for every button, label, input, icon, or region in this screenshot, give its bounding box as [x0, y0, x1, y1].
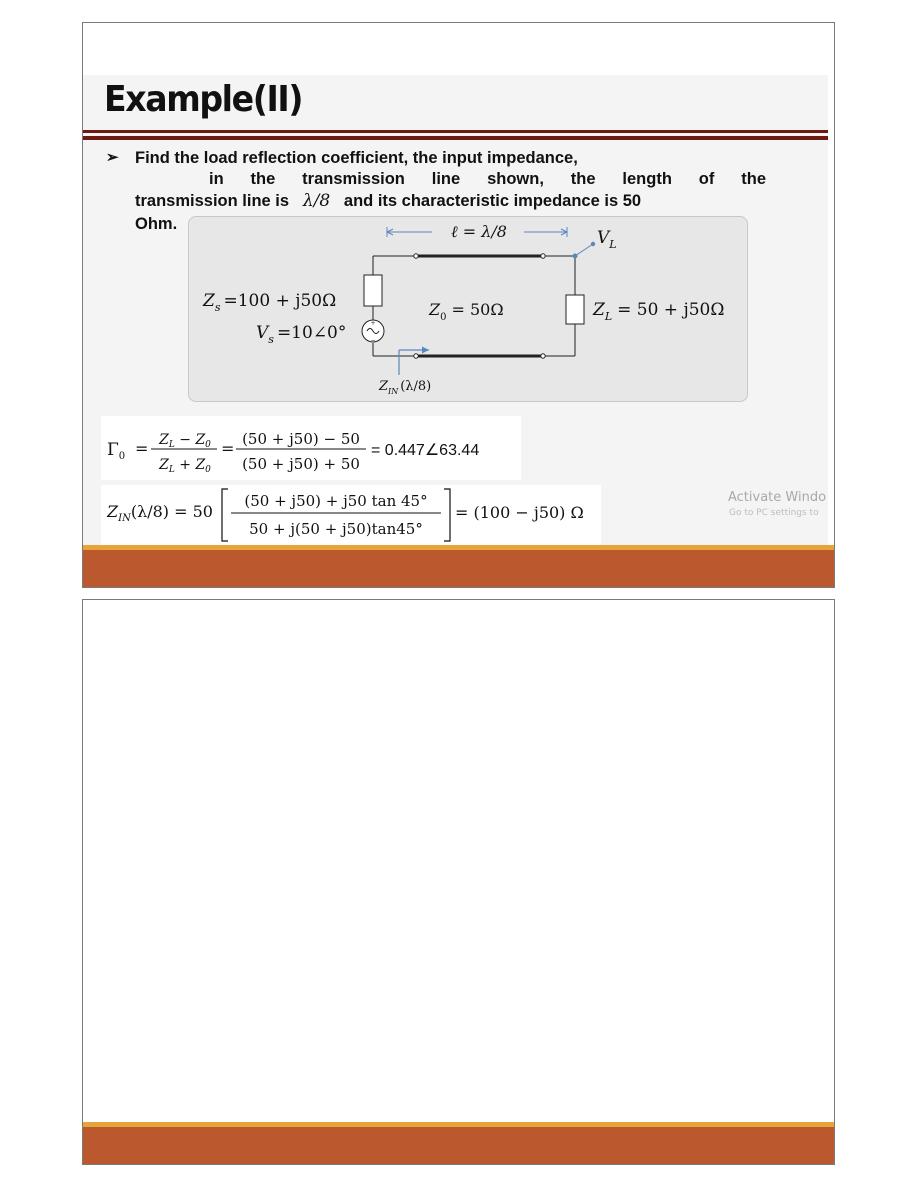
activate-windows-subtext: Go to PC settings to [729, 508, 819, 518]
node-right-bottom [541, 354, 545, 358]
zin-numerator: (50 + j50) + j50 tan 45° [244, 492, 428, 510]
slide-footer-bar [83, 1127, 835, 1165]
node-right-top [541, 254, 545, 258]
vl-probe-line [575, 244, 593, 256]
right-bracket [444, 489, 450, 541]
zs-label: $Z_s =100 + j50\Omega$ [203, 291, 337, 314]
node-left-bottom [414, 354, 418, 358]
frac2-numerator: (50 + j50) − 50 [242, 430, 360, 448]
bullet-arrow-icon: ➢ [106, 149, 119, 166]
zl-label: $Z_L = 50 + j50\Omega$ [593, 300, 725, 323]
slide-footer-bar [83, 550, 835, 588]
vl-probe-tip [591, 242, 595, 246]
gamma-symbol: $\Gamma_0$ [107, 440, 126, 462]
frac1-numerator: $Z_L - Z_0$ [159, 432, 211, 450]
input-impedance-equation [101, 483, 601, 545]
gamma-result: = 0.447∠63.44 [371, 442, 480, 459]
slide-1 [82, 22, 835, 588]
problem-line-3-start: transmission line is [135, 192, 290, 210]
left-bracket [222, 489, 228, 541]
slide-title: Example(II) [104, 79, 303, 120]
minus-sign: − [370, 337, 376, 344]
activate-windows-watermark: Activate Windo [728, 490, 827, 505]
zin-label: $Z_{IN}$ (λ/8) [379, 379, 432, 396]
zin-lhs: $Z_{IN}(\lambda/8) = 50$ [107, 502, 213, 524]
circuit-svg [189, 217, 747, 401]
problem-line-4: Ohm. [135, 215, 178, 233]
problem-line-1: Find the load reflection coefficient, the input impedance, [135, 149, 578, 167]
load-impedance-resistor [566, 295, 584, 324]
vl-label: $V_L$ [597, 228, 617, 251]
source-impedance-resistor [364, 275, 382, 306]
plus-sign: + [370, 320, 376, 327]
lambda-over-8: λ/8 [302, 191, 331, 211]
frac2-denominator: (50 + j50) + 50 [242, 455, 360, 473]
length-label: ℓ = λ/8 [451, 222, 507, 241]
title-rule-bottom [83, 136, 828, 140]
equals-1: = [135, 439, 149, 458]
problem-line-3 [135, 190, 766, 212]
zin-arrowhead-icon [422, 347, 429, 354]
node-left-top [414, 254, 418, 258]
title-rule-top [83, 130, 828, 133]
z0-label: $Z_0 = 50\Omega$ [429, 300, 504, 323]
zin-denominator: 50 + j(50 + j50)tan45° [249, 520, 423, 538]
zin-result: = (100 − j50) Ω [455, 503, 584, 522]
frac1-denominator: $Z_L + Z_0$ [159, 457, 211, 475]
circuit-diagram [188, 216, 748, 402]
slide-2 [82, 599, 835, 1165]
reflection-coefficient-equation [101, 415, 521, 481]
problem-line-2: in the transmission line shown, the length of the [209, 170, 766, 188]
problem-line-3-end: and its characteristic impedance is 50 [343, 192, 642, 210]
vs-label: $V_s$ =10∠0° [256, 323, 347, 346]
equals-2: = [221, 439, 235, 458]
